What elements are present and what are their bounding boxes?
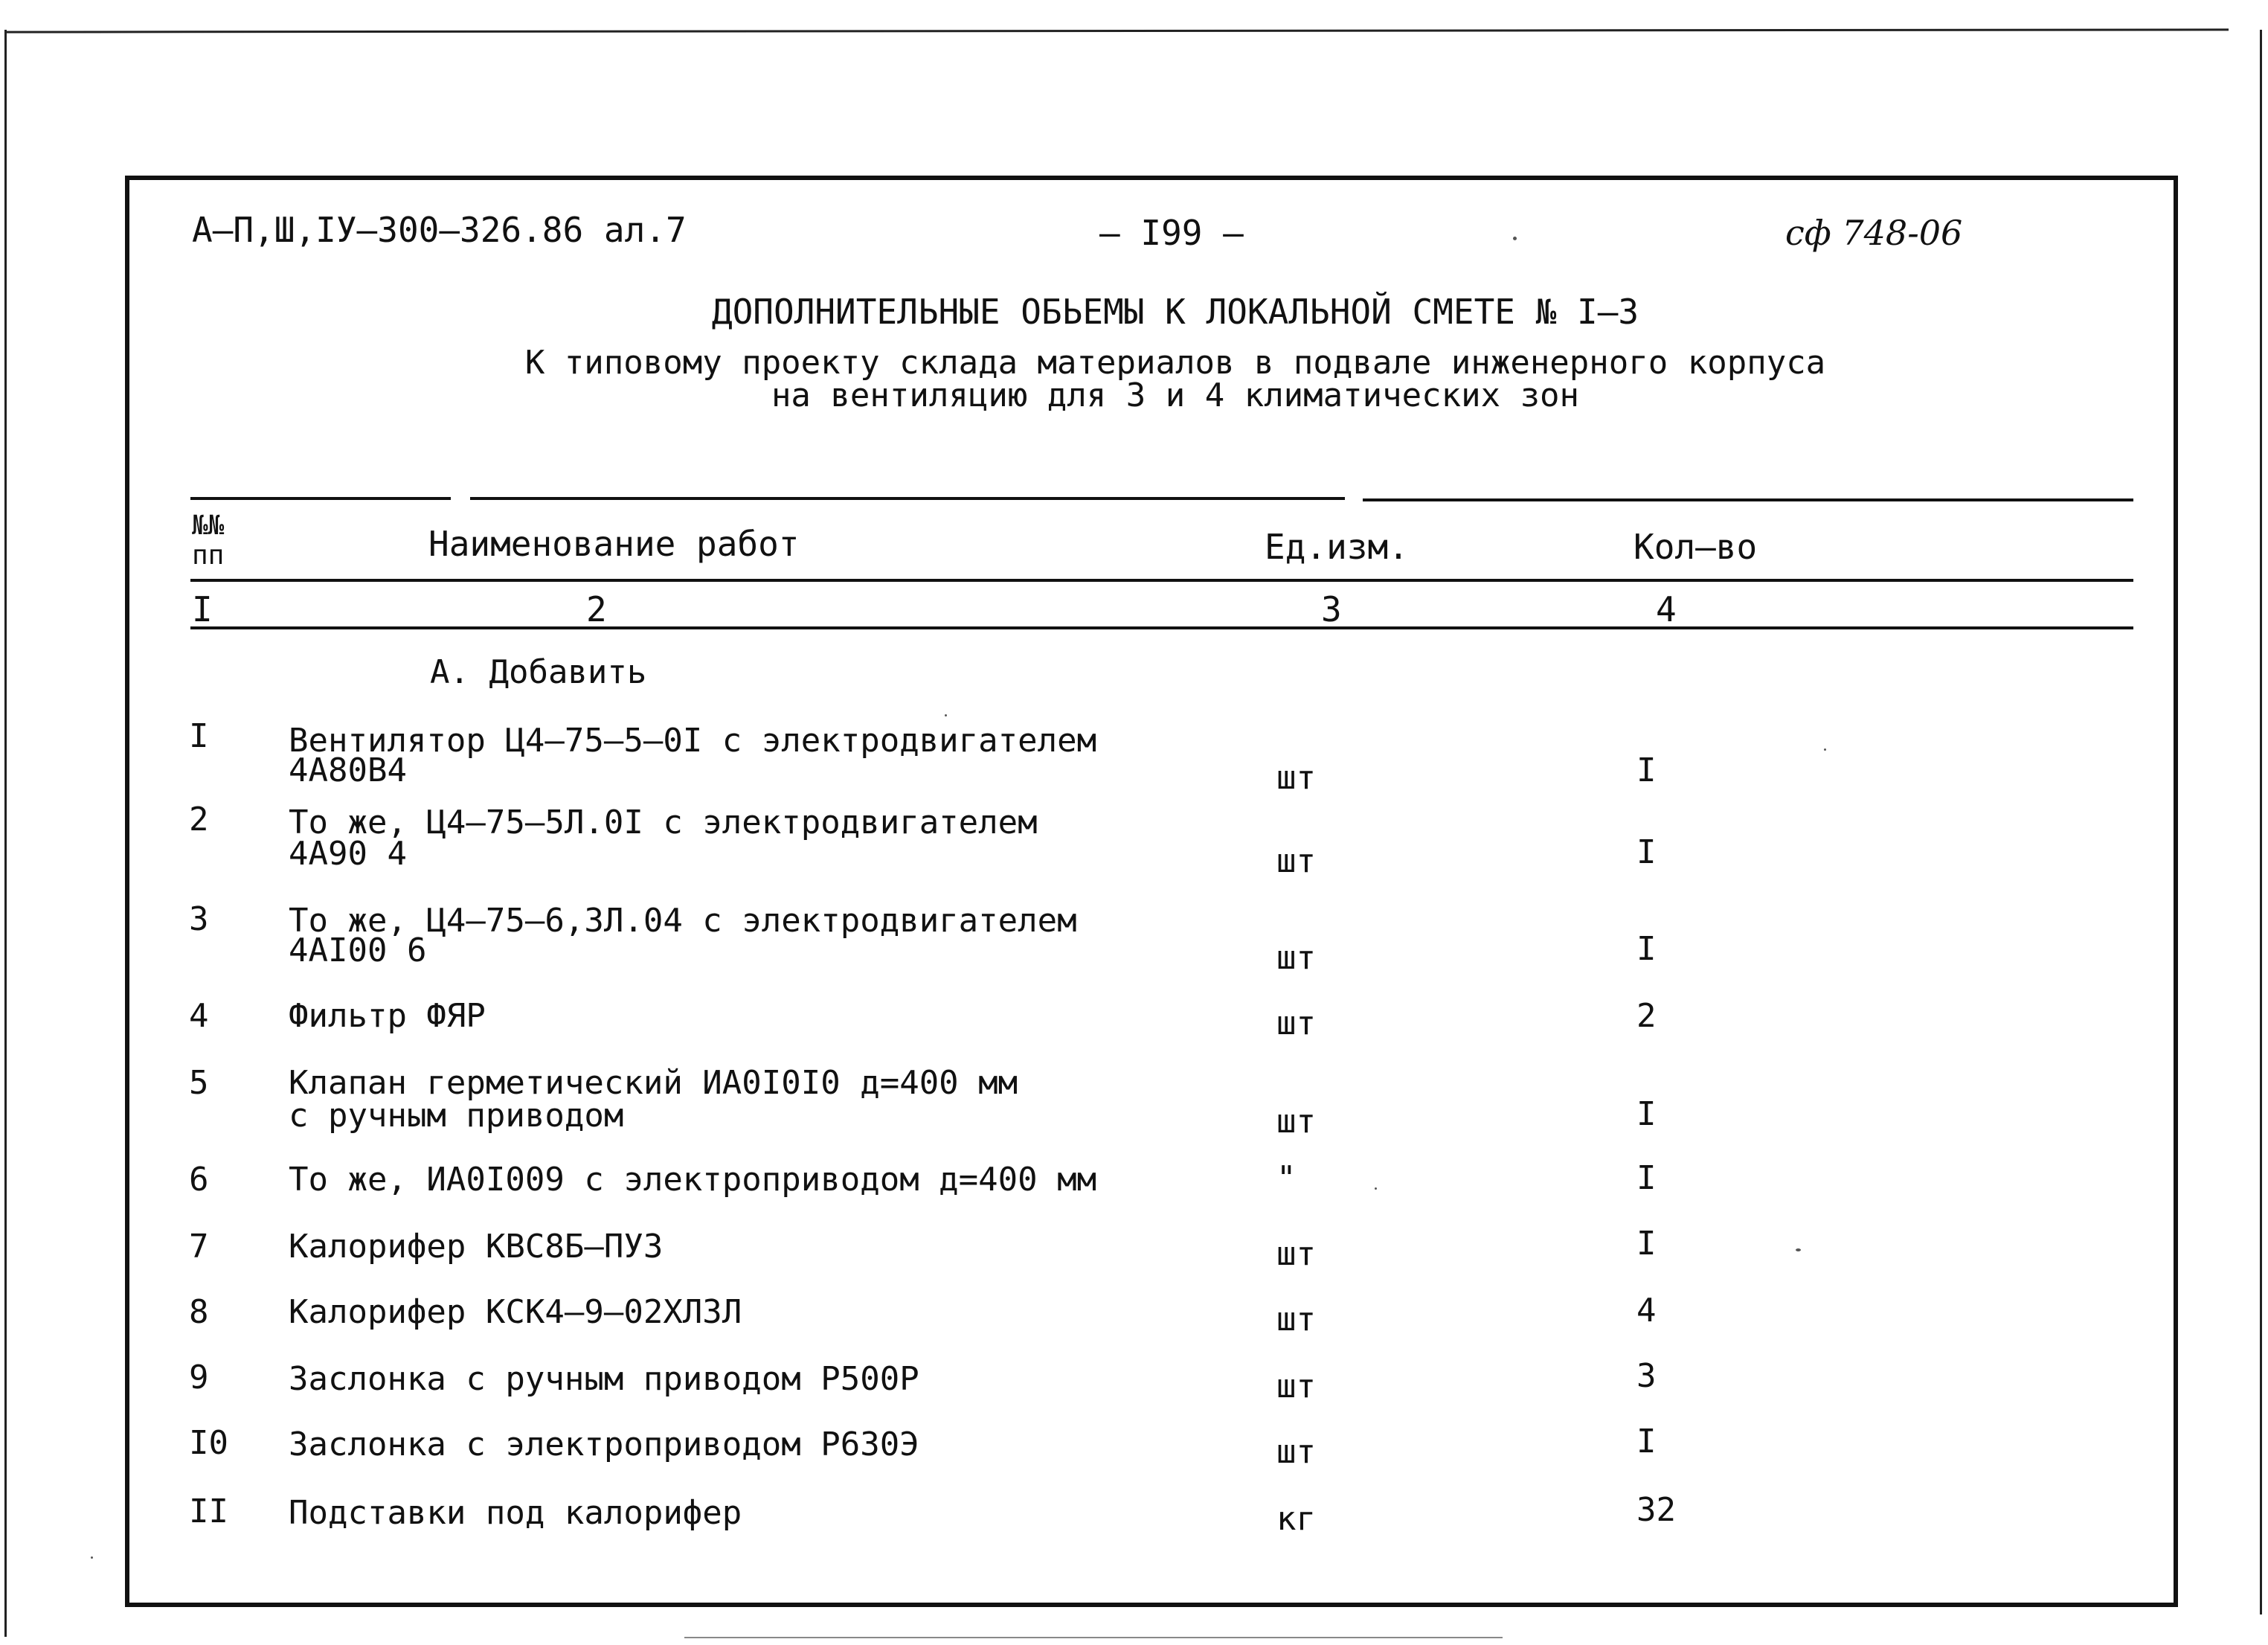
row-10-num: I0	[189, 1424, 228, 1462]
table-top-rule-seg1	[190, 497, 451, 500]
row-8-unit: шт	[1276, 1301, 1316, 1338]
row-6-name-line1: То же, ИА0I009 с электроприводом д=400 мм	[289, 1161, 1097, 1199]
table-top-rule-seg3	[1363, 498, 2133, 501]
row-5-unit: шт	[1276, 1103, 1316, 1141]
row-5-name-line1: Клапан герметический ИА0I0I0 д=400 мм	[289, 1064, 1018, 1102]
col-header-name: Наименование работ	[428, 524, 800, 564]
row-7-num: 7	[189, 1228, 209, 1266]
scan-speck	[945, 714, 947, 716]
row-2-unit: шт	[1276, 842, 1316, 880]
row-5-qty: I	[1636, 1095, 1657, 1133]
row-10-unit: шт	[1276, 1433, 1316, 1471]
col-number-3: 3	[1321, 589, 1342, 629]
scan-speck	[1513, 237, 1517, 240]
row-6-qty: I	[1636, 1159, 1657, 1197]
row-3-qty: I	[1636, 930, 1657, 968]
col-header-num-line1: №№	[192, 510, 225, 541]
row-1-name-line2: 4А80В4	[289, 751, 407, 789]
archive-mark: сф 748-06	[1785, 213, 1963, 253]
row-10-qty: I	[1636, 1423, 1657, 1460]
row-4-qty: 2	[1636, 997, 1657, 1035]
row-5-num: 5	[189, 1064, 209, 1102]
row-8-name-line1: Калорифер КСК4–9–02ХЛ3Л	[289, 1293, 742, 1331]
row-5-name-line2: с ручным приводом	[289, 1097, 624, 1135]
document-code: А–П,Ш,IУ–300–326.86 ал.7	[192, 210, 687, 250]
row-3-unit: шт	[1276, 939, 1316, 977]
row-3-name-line1: То же, Ц4–75–6,3Л.04 с электродвигателем	[289, 902, 1077, 940]
row-8-num: 8	[189, 1293, 209, 1331]
row-11-name-line1: Подставки под калорифер	[289, 1494, 742, 1532]
row-11-qty: 32	[1636, 1491, 1676, 1529]
row-4-name-line1: Фильтр ФЯР	[289, 997, 486, 1035]
row-4-unit: шт	[1276, 1004, 1316, 1042]
header-rule-mid	[190, 579, 2133, 582]
row-1-qty: I	[1636, 751, 1657, 789]
scan-speck	[91, 1556, 93, 1559]
row-3-num: 3	[189, 900, 209, 938]
row-8-qty: 4	[1636, 1292, 1657, 1330]
row-6-num: 6	[189, 1161, 209, 1199]
row-11-num: II	[189, 1492, 228, 1530]
row-7-name-line1: Калорифер КВС8Б–ПУ3	[289, 1228, 664, 1266]
col-header-unit: Ед.изм.	[1265, 527, 1409, 567]
sheet-edge-left	[4, 30, 7, 1637]
row-9-name-line1: Заслонка с ручным приводом Р500Р	[289, 1360, 919, 1398]
row-6-unit: "	[1276, 1159, 1297, 1197]
section-title: А. Добавить	[430, 653, 647, 691]
row-7-unit: шт	[1276, 1235, 1316, 1273]
row-2-num: 2	[189, 801, 209, 838]
row-1-num: I	[189, 717, 209, 755]
row-7-qty: I	[1636, 1225, 1657, 1263]
scan-speck	[1796, 1248, 1801, 1251]
col-header-qty: Кол–во	[1633, 527, 1758, 567]
row-9-unit: шт	[1276, 1367, 1316, 1405]
scan-speck	[1824, 748, 1826, 751]
row-1-unit: шт	[1276, 759, 1316, 797]
col-number-1: I	[192, 589, 213, 629]
scan-speck	[1375, 1187, 1377, 1190]
row-9-num: 9	[189, 1359, 209, 1397]
col-header-num-line2: пп	[192, 540, 225, 571]
table-top-rule-seg2	[470, 497, 1345, 500]
row-10-name-line1: Заслонка с электроприводом Р630Э	[289, 1426, 919, 1463]
row-2-name-line2: 4А90 4	[289, 835, 407, 873]
row-3-name-line2: 4АI00 6	[289, 931, 427, 969]
document-subtitle-line1: К типовому проекту склада материалов в подвале инженерного корпуса	[524, 344, 1826, 382]
row-4-num: 4	[189, 997, 209, 1035]
row-11-unit: кг	[1276, 1500, 1316, 1538]
document-title: ДОПОЛНИТЕЛЬНЫЕ ОБЬЕМЫ К ЛОКАЛЬНОЙ СМЕТЕ № I–3	[711, 292, 1639, 332]
header-rule-bottom	[190, 626, 2133, 629]
document-subtitle-line2: на вентиляцию для 3 и 4 климатических зон	[771, 376, 1580, 414]
row-9-qty: 3	[1636, 1357, 1657, 1395]
col-number-4: 4	[1656, 589, 1677, 629]
bottom-rule	[684, 1637, 1503, 1638]
sheet-edge-right	[2260, 30, 2262, 1614]
sheet-edge-top	[4, 28, 2229, 33]
row-2-qty: I	[1636, 833, 1657, 871]
page-number: – I99 –	[1099, 213, 1244, 253]
row-2-name-line1: То же, Ц4–75–5Л.0I с электродвигателем	[289, 804, 1038, 841]
row-1-name-line1: Вентилятор Ц4–75–5–0I с электродвигателем	[289, 722, 1097, 760]
col-number-2: 2	[586, 589, 607, 629]
